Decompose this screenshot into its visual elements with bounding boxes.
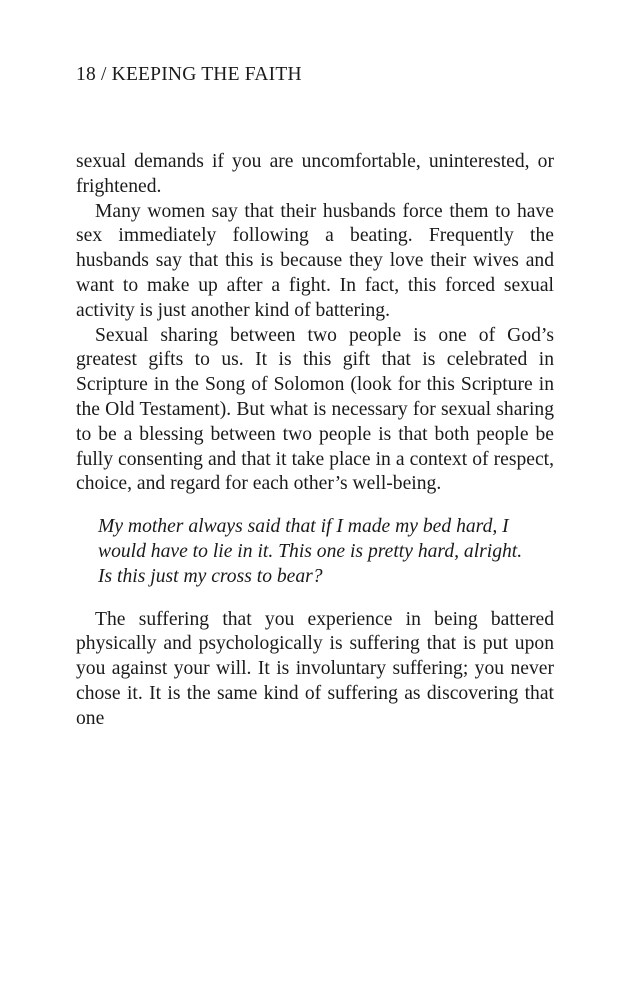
- paragraph: Sexual sharing between two people is one of God’s greatest gifts to us. It is this gift that is celebrated in Scripture in the Song of Solomon (look for this Scripture in the Old Testament). But what is necessary for sexual sharing to be a blessing between two people is that both people be fully consenting and that it take place in a context of respect, choice, and regard for each other’s well-being.: [76, 324, 554, 495]
- italic-question: My mother always said that if I made my bed hard, I would have to lie in it. This one is pretty hard, alright. Is this just my cross to bear?: [98, 516, 523, 587]
- running-head: 18 / KEEPING THE FAITH: [76, 64, 302, 85]
- page-body: [76, 150, 554, 732]
- paragraph: Many women say that their husbands force them to have sex immediately following a beating. Frequently the husbands say that this is because they love their wives and want to make up after a fight. In fact, this forced sexual activity is just another kind of battering.: [76, 200, 554, 321]
- paragraph: The suffering that you experience in being battered physically and psychologically is suffering that is put upon you against your will. It is involuntary suffering; you never chose it. It is the same kind of suffering as discovering that one: [76, 608, 554, 729]
- paragraph-continued: sexual demands if you are uncomfortable, uninterested, or frightened.: [76, 151, 554, 197]
